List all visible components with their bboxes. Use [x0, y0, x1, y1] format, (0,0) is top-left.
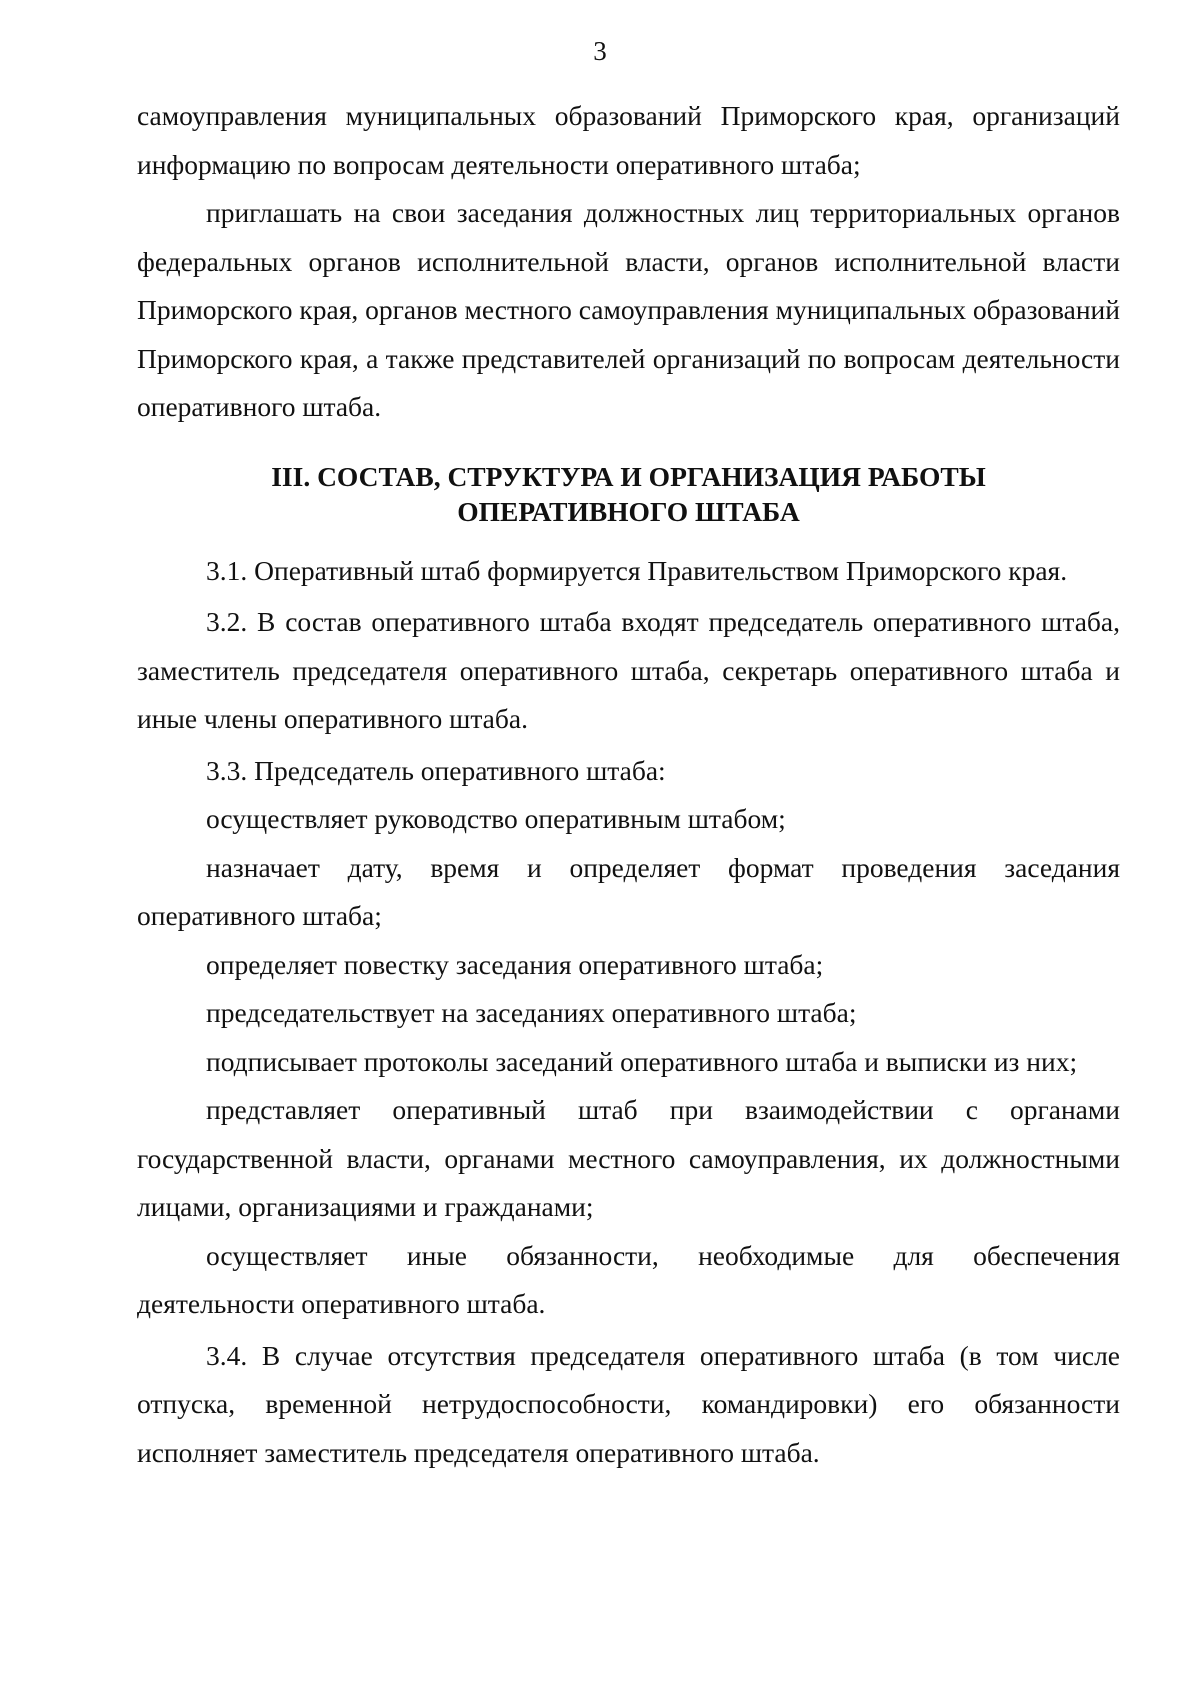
paragraph-continuation: самоуправления муниципальных образований Приморского края, организаций информацию по вопросам деятельности оперативного штаба; — [137, 100, 1120, 180]
section-heading — [137, 459, 1120, 529]
list-item: осуществляет руководство оперативным штабом; — [206, 803, 786, 834]
list-item: подписывает протоколы заседаний оперативного штаба и выписки из них; — [206, 1045, 1078, 1077]
list-item: представляет оперативный штаб при взаимодействии с органами государственной власти, органами местного самоуправления, их должностными лицами, организациями и гражданами; — [137, 1094, 1120, 1222]
list-item: председательствует на заседаниях оперативного штаба; — [206, 997, 857, 1028]
section-heading-line-2: ОПЕРАТИВНОГО ШТАБА — [457, 495, 800, 527]
section-heading-line-1: III. СОСТАВ, СТРУКТУРА И ОРГАНИЗАЦИЯ РАБОТЫ — [271, 460, 986, 492]
paragraph-3-4: 3.4. В случае отсутствия председателя оперативного штаба (в том числе отпуска, временной нетрудоспособности, командировки) его обязанности исполняет заместитель председателя оперативного штаба. — [137, 1339, 1120, 1468]
paragraph-3-3: 3.3. Председатель оперативного штаба: — [206, 754, 666, 786]
paragraph-3-2: 3.2. В состав оперативного штаба входят председатель оперативного штаба, заместитель председателя оперативного штаба, секретарь оперативного штаба и иные члены оперативного штаба. — [137, 606, 1120, 734]
document-body — [137, 92, 1120, 1477]
paragraph-invite-officials: приглашать на свои заседания должностных лиц территориальных органов федеральных органов исполнительной власти, органов исполнительной власти Приморского края, органов местного самоуправления муниципальных образований Приморского края, а также представителей организаций по вопросам деятельности оперативного штаба. — [137, 197, 1120, 422]
list-item: назначает дату, время и определяет формат проведения заседания оперативного штаба; — [137, 851, 1120, 931]
list-item: осуществляет иные обязанности, необходимые для обеспечения деятельности оперативного штаба. — [137, 1239, 1120, 1319]
page-number: 3 — [593, 36, 607, 66]
list-item: определяет повестку заседания оперативного штаба; — [206, 948, 824, 980]
paragraph-3-1: 3.1. Оперативный штаб формируется Правительством Приморского края. — [206, 554, 1068, 586]
